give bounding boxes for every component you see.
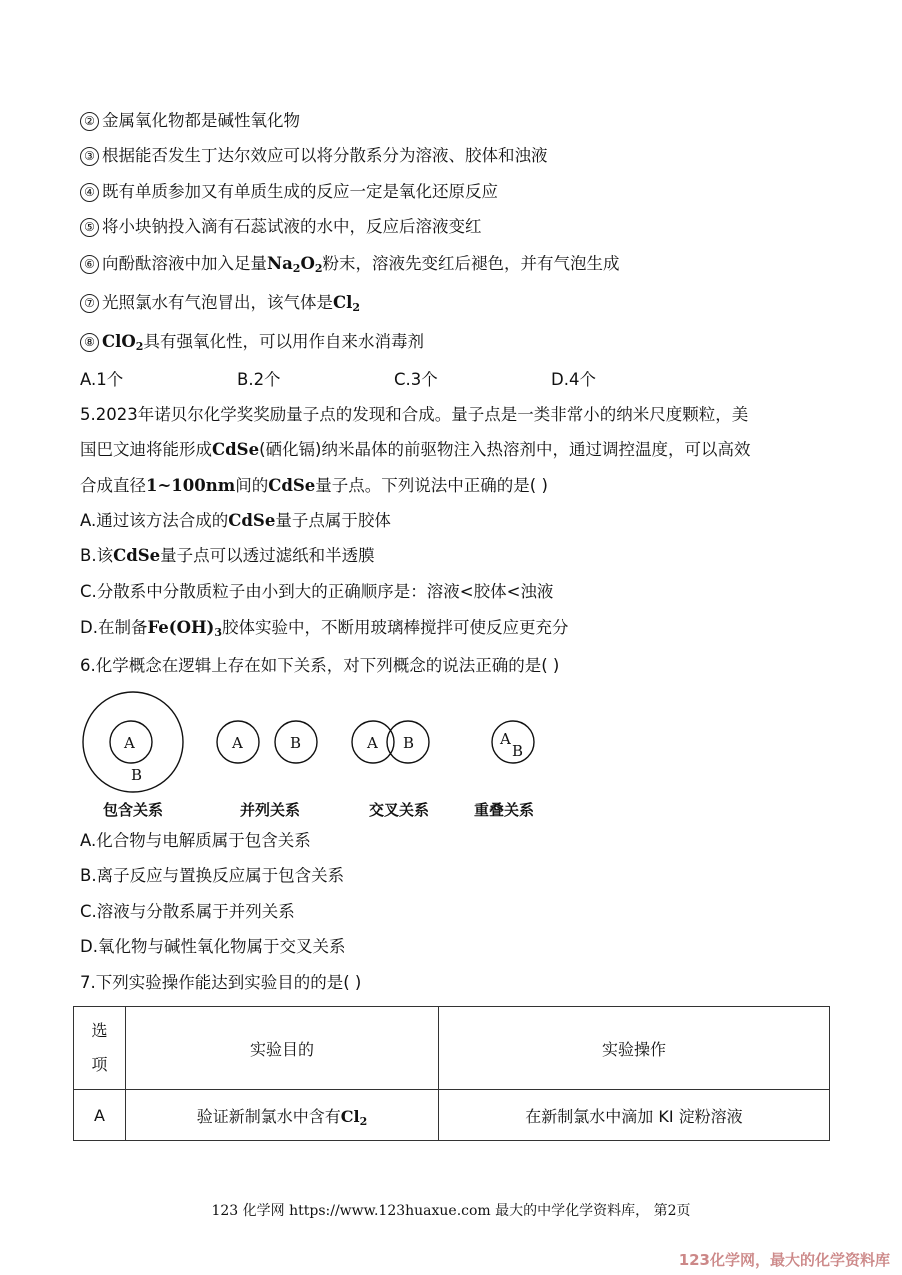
watermark: 123化学网，最大的化学资料库 bbox=[678, 1251, 890, 1269]
header-operation: 实验操作 bbox=[439, 1007, 830, 1090]
statement-4 bbox=[80, 181, 498, 203]
statement-6 bbox=[80, 253, 619, 275]
circled-number: ⑦ bbox=[80, 294, 99, 313]
statement-3 bbox=[80, 145, 548, 167]
label-b: B bbox=[512, 742, 524, 760]
option-c: C.3个 bbox=[394, 370, 438, 389]
formula-cl2: $Cl_2$ bbox=[333, 293, 361, 314]
formula-cdse: CdSe bbox=[268, 476, 316, 495]
statement-7 bbox=[80, 292, 360, 314]
option-a: A.1个 bbox=[80, 370, 124, 389]
formula-na2o2: $Na_2O_2$ bbox=[267, 254, 323, 275]
label-b: B bbox=[131, 766, 143, 784]
label-inclusion: 包含关系 bbox=[103, 801, 164, 819]
page-footer: 123 化学网 https://www.123huaxue.com 最大的中学化学资料库， 第2页 bbox=[211, 1203, 691, 1219]
header-option: 选项 bbox=[74, 1007, 126, 1090]
q5-option-a: A.通过该方法合成的CdSe量子点属于胶体 bbox=[80, 511, 391, 530]
q5-option-b: B.该CdSe量子点可以透过滤纸和半透膜 bbox=[80, 546, 375, 565]
cell-operation: 在新制氯水中滴加 KI 淀粉溶液 bbox=[439, 1090, 830, 1141]
intersect-diagram bbox=[352, 721, 429, 763]
cell-goal: 验证新制氯水中含有$Cl_2$ bbox=[126, 1090, 439, 1141]
circled-number: ② bbox=[80, 112, 99, 131]
label-a: A bbox=[367, 734, 378, 752]
formula-clo2: ClO$_2$ bbox=[102, 332, 144, 353]
header-goal: 实验目的 bbox=[126, 1007, 439, 1090]
cell-option: A bbox=[74, 1090, 126, 1141]
q6-option-d: D.氧化物与碱性氧化物属于交叉关系 bbox=[80, 937, 346, 956]
statement-text: 金属氧化物都是碱性氧化物 bbox=[102, 111, 300, 130]
formula-cdse: CdSe bbox=[212, 440, 260, 459]
q5-stem-line1: 5.2023年诺贝尔化学奖奖励量子点的发现和合成。量子点是一类非常小的纳米尺度颗粒，美 bbox=[80, 405, 749, 424]
label-overlap: 重叠关系 bbox=[474, 801, 535, 819]
label-parallel: 并列关系 bbox=[240, 801, 301, 819]
q6-option-b: B.离子反应与置换反应属于包含关系 bbox=[80, 866, 345, 885]
q5-option-d: D.在制备$Fe(OH)_3$胶体实验中，不断用玻璃棒搅拌可使反应更充分 bbox=[80, 618, 569, 639]
size-range: 1~100nm bbox=[146, 476, 236, 495]
q5-option-c: C.分散系中分散质粒子由小到大的正确顺序是：溶液<胶体<浊液 bbox=[80, 582, 554, 601]
statement-text: 向酚酞溶液中加入足量 bbox=[102, 254, 267, 273]
q7-stem: 7.下列实验操作能达到实验目的的是( ) bbox=[80, 973, 362, 992]
q5-stem-line2: 国巴文迪将能形成CdSe(硒化镉)纳米晶体的前驱物注入热溶剂中，通过调控温度，可以高效 bbox=[80, 440, 751, 459]
statement-text: 光照氯水有气泡冒出，该气体是 bbox=[102, 293, 333, 312]
statement-5 bbox=[80, 216, 482, 238]
label-b: B bbox=[290, 734, 302, 752]
circled-number: ③ bbox=[80, 147, 99, 166]
label-a: A bbox=[124, 734, 135, 752]
statement-text: 根据能否发生丁达尔效应可以将分散系分为溶液、胶体和浊液 bbox=[102, 146, 548, 165]
statement-text: 既有单质参加又有单质生成的反应一定是氧化还原反应 bbox=[102, 182, 498, 201]
circled-number: ④ bbox=[80, 183, 99, 202]
q6-option-a: A.化合物与电解质属于包含关系 bbox=[80, 831, 311, 850]
q6-stem: 6.化学概念在逻辑上存在如下关系，对下列概念的说法正确的是( ) bbox=[80, 656, 560, 675]
label-b: B bbox=[403, 734, 415, 752]
circled-number: ⑥ bbox=[80, 255, 99, 274]
overlap-diagram bbox=[492, 721, 534, 763]
parallel-diagram bbox=[217, 721, 317, 763]
statement-2 bbox=[80, 110, 300, 132]
table-row bbox=[74, 1090, 830, 1141]
q6-option-c: C.溶液与分散系属于并列关系 bbox=[80, 902, 295, 921]
label-a: A bbox=[232, 734, 243, 752]
table-header-row bbox=[74, 1007, 830, 1090]
q4-options bbox=[80, 369, 708, 391]
option-d: D.4个 bbox=[551, 370, 596, 389]
circled-number: ⑤ bbox=[80, 218, 99, 237]
circled-number: ⑧ bbox=[80, 333, 99, 352]
q5-stem-line3: 合成直径1~100nm间的CdSe量子点。下列说法中正确的是( ) bbox=[80, 476, 548, 495]
statement-text-end: 粉末，溶液先变红后褪色，并有气泡生成 bbox=[322, 254, 620, 273]
statement-text: 将小块钠投入滴有石蕊试液的水中，反应后溶液变红 bbox=[102, 217, 482, 236]
label-a: A bbox=[500, 730, 511, 748]
statement-8 bbox=[80, 331, 424, 353]
formula-feoh3: $Fe(OH)_3$ bbox=[147, 618, 222, 639]
inclusion-diagram bbox=[83, 692, 183, 792]
relation-diagram bbox=[0, 680, 902, 800]
label-intersect: 交叉关系 bbox=[369, 801, 430, 819]
statement-text: 具有强氧化性，可以用作自来水消毒剂 bbox=[143, 332, 424, 351]
option-b: B.2个 bbox=[237, 370, 281, 389]
q7-table bbox=[73, 1006, 830, 1141]
